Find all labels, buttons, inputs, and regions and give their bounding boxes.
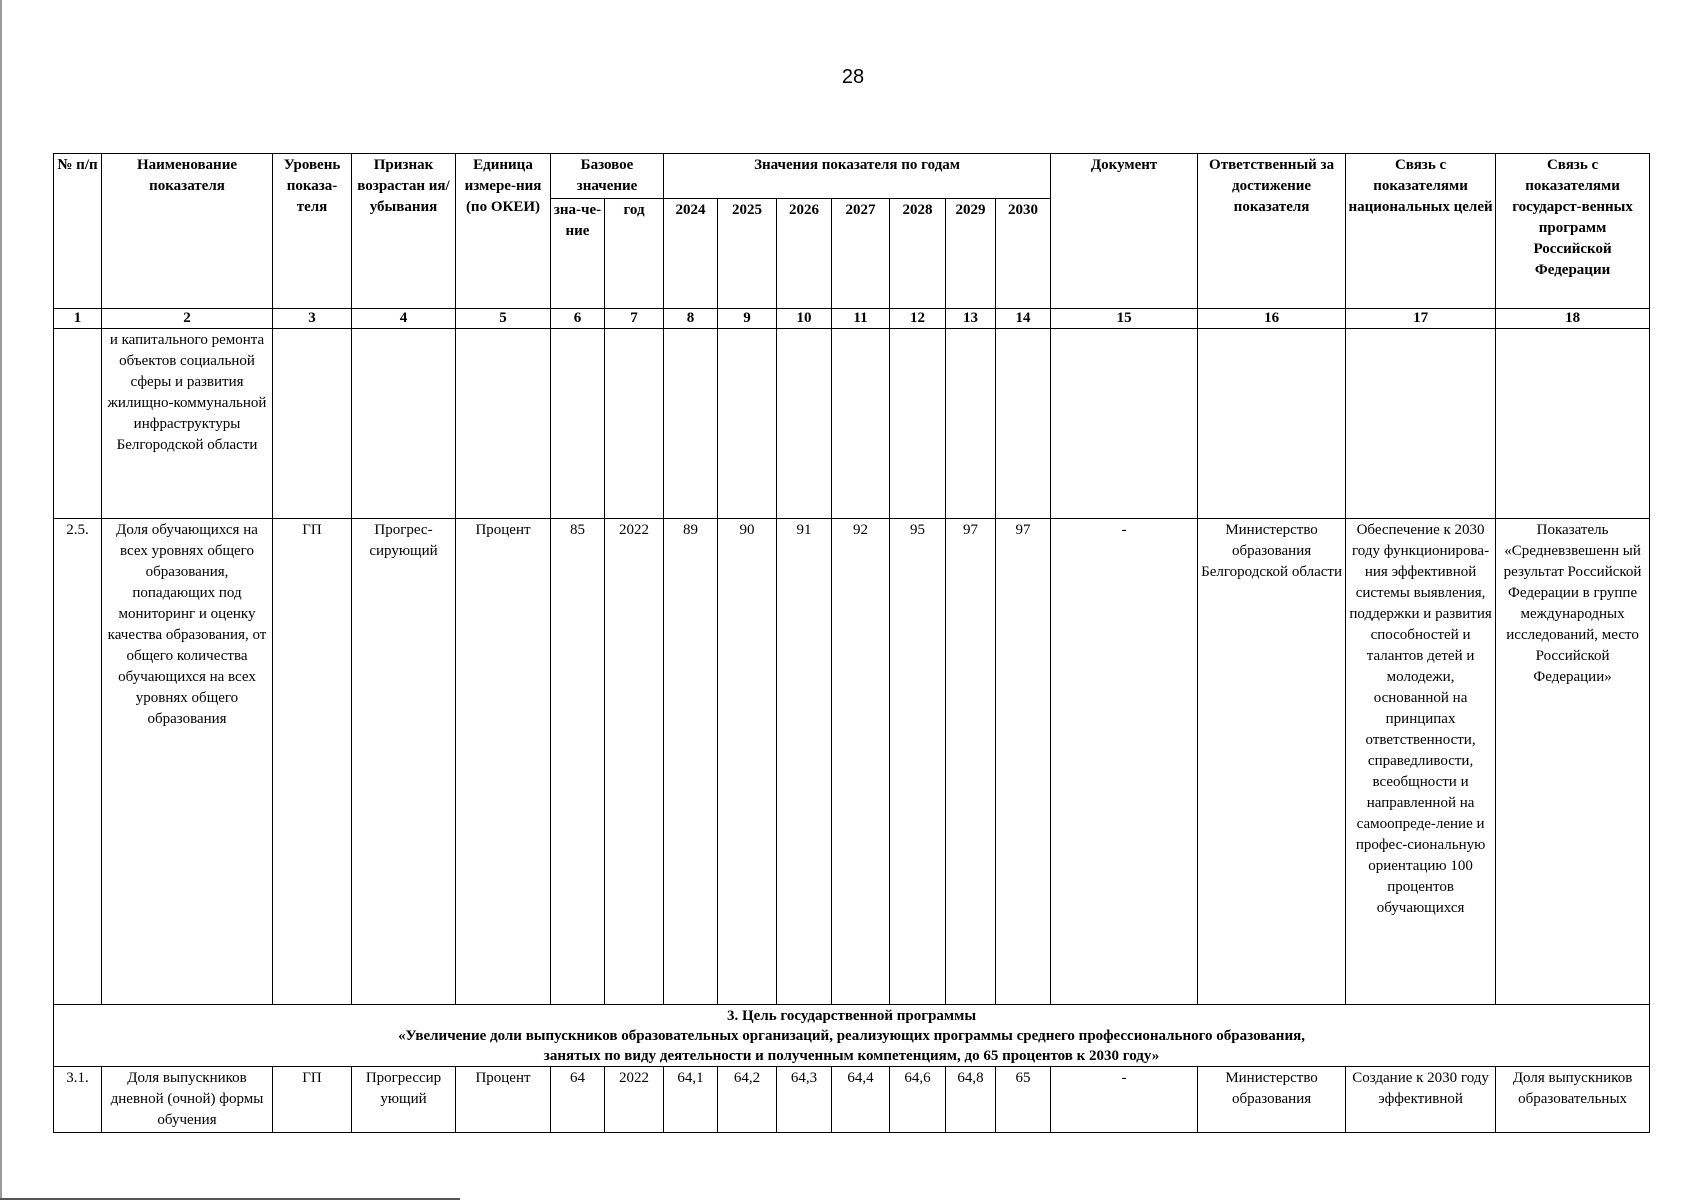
row-responsible: Министерство образования Белгородской области (1198, 519, 1346, 1005)
col-number: 14 (996, 309, 1051, 329)
row-trend: Прогрессир ующий (352, 1067, 456, 1133)
header-num: № п/п (54, 154, 102, 309)
row-value-2025: 90 (718, 519, 777, 1005)
col-number: 18 (1496, 309, 1650, 329)
goal-row (54, 1005, 1650, 1067)
row-num: 3.1. (54, 1067, 102, 1133)
col-number: 1 (54, 309, 102, 329)
header-trend: Признак возрастан ия/ убывания (352, 154, 456, 309)
row-base-year: 2022 (605, 1067, 664, 1133)
col-number: 2 (102, 309, 273, 329)
header-year-2030: 2030 (996, 199, 1051, 309)
col-number: 10 (777, 309, 832, 329)
col-number: 5 (456, 309, 551, 329)
col-number: 3 (273, 309, 352, 329)
header-year-2025: 2025 (718, 199, 777, 309)
col-number: 4 (352, 309, 456, 329)
header-values-by-year: Значения показателя по годам (664, 154, 1051, 199)
page-number: 28 (841, 66, 865, 88)
row-link-national: Обеспечение к 2030 году функционирова-ния эффективной системы выявления, поддержки и развития способностей и талантов детей и молодежи, основанной на принципах ответственности, справедливости, всеобщности и направленной на самоопреде-ление и профес-сиональную ориентацию 100 процентов обучающихся (1346, 519, 1496, 1005)
row-value-2027: 64,4 (832, 1067, 890, 1133)
header-year-2027: 2027 (832, 199, 890, 309)
row-trend: Прогрес-сирующий (352, 519, 456, 1005)
row-base-year: 2022 (605, 519, 664, 1005)
indicators-table (53, 153, 1650, 1133)
row-base-value: 64 (551, 1067, 605, 1133)
row-unit: Процент (456, 1067, 551, 1133)
col-number: 15 (1051, 309, 1198, 329)
col-number: 11 (832, 309, 890, 329)
header-responsible: Ответственный за достижение показателя (1198, 154, 1346, 309)
header-base-value: зна-че-ние (551, 199, 605, 309)
col-number: 7 (605, 309, 664, 329)
header-link-state: Связь с показателями государст-венных программ Российской Федерации (1496, 154, 1650, 309)
row-value-2024: 89 (664, 519, 718, 1005)
header-year-2029: 2029 (946, 199, 996, 309)
col-number: 8 (664, 309, 718, 329)
scan-edge-left (0, 0, 2, 1200)
row-level: ГП (273, 519, 352, 1005)
row-value-2026: 64,3 (777, 1067, 832, 1133)
header-year-2028: 2028 (890, 199, 946, 309)
header-base: Базовое значение (551, 154, 664, 199)
row-value-2030: 97 (996, 519, 1051, 1005)
row-base-value: 85 (551, 519, 605, 1005)
table-row (54, 1067, 1650, 1133)
goal-text-line: «Увеличение доли выпускников образовательных организаций, реализующих программы среднего профессионального образования, (398, 1028, 1305, 1044)
header-document: Документ (1051, 154, 1198, 309)
goal-title: 3. Цель государственной программы (727, 1008, 977, 1024)
row-value-2029: 64,8 (946, 1067, 996, 1133)
col-number: 12 (890, 309, 946, 329)
row-num: 2.5. (54, 519, 102, 1005)
row-value-2028: 95 (890, 519, 946, 1005)
row-value-2030: 65 (996, 1067, 1051, 1133)
continuation-name: и капитального ремонта объектов социальной сферы и развития жилищно-коммунальной инфраструктуры Белгородской области (102, 329, 273, 519)
row-name: Доля обучающихся на всех уровнях общего образования, попадающих под мониторинг и оценку качества образования, от общего количества обучающихся на всех уровнях общего образования (102, 519, 273, 1005)
col-number: 13 (946, 309, 996, 329)
column-numbers-row (54, 309, 1650, 329)
header-name: Наименование показателя (102, 154, 273, 309)
goal-cell (54, 1005, 1650, 1067)
header-year-2026: 2026 (777, 199, 832, 309)
row-name: Доля выпускников дневной (очной) формы обучения (102, 1067, 273, 1133)
col-number: 16 (1198, 309, 1346, 329)
row-link-state: Доля выпускников образовательных (1496, 1067, 1650, 1133)
row-value-2026: 91 (777, 519, 832, 1005)
row-value-2029: 97 (946, 519, 996, 1005)
header-year-2024: 2024 (664, 199, 718, 309)
row-value-2027: 92 (832, 519, 890, 1005)
goal-text-line: занятых по виду деятельности и полученным компетенциям, до 65 процентов к 2030 году» (543, 1048, 1160, 1064)
header-unit: Единица измере-ния (по ОКЕИ) (456, 154, 551, 309)
row-document: - (1051, 519, 1198, 1005)
col-number: 17 (1346, 309, 1496, 329)
header-link-national: Связь с показателями национальных целей (1346, 154, 1496, 309)
row-link-state: Показатель «Средневзвешенн ый результат Российской Федерации в группе международных исследований, место Российской Федерации» (1496, 519, 1650, 1005)
row-level: ГП (273, 1067, 352, 1133)
header-level: Уровень показа-теля (273, 154, 352, 309)
continuation-row (54, 329, 1650, 519)
col-number: 6 (551, 309, 605, 329)
row-value-2025: 64,2 (718, 1067, 777, 1133)
row-value-2028: 64,6 (890, 1067, 946, 1133)
table-row (54, 519, 1650, 1005)
row-link-national: Создание к 2030 году эффективной (1346, 1067, 1496, 1133)
row-value-2024: 64,1 (664, 1067, 718, 1133)
col-number: 9 (718, 309, 777, 329)
row-responsible: Министерство образования (1198, 1067, 1346, 1133)
header-base-year: год (605, 199, 664, 309)
row-unit: Процент (456, 519, 551, 1005)
row-document: - (1051, 1067, 1198, 1133)
